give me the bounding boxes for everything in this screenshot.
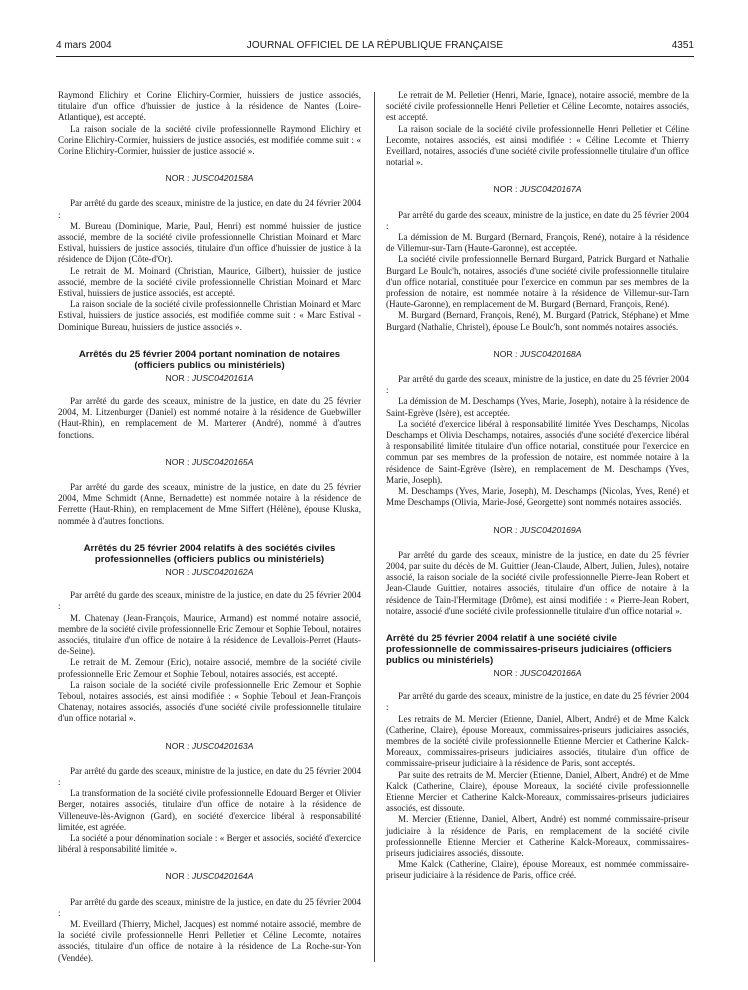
- paragraph: La démission de M. Burgard (Bernard, François, René), notaire à la résidence de Villemur-sur-Tarn (Haute-Garonne), est acceptée.: [386, 232, 689, 254]
- page-header: [56, 40, 694, 54]
- paragraph: La raison sociale de la société civile professionnelle Henri Pelletier et Céline Lecomte, notaires associés, est ainsi modifiée : « Céline Lecomte et Thierry Eveillard, notaires, associés d'une société civile professionnelle titulaire d'un office notarial ».: [386, 123, 689, 168]
- paragraph: Par suite des retraits de M. Mercier (Etienne, Daniel, Albert, André) et de Mme Kalck (Catherine, Claire), épouse Moreaux, la société civile professionnelle Etienne Mercier et Catherine Kalck-Moreaux, commissaires-priseurs judiciaires associés, est dissoute.: [386, 769, 689, 814]
- nor-reference: [58, 457, 361, 468]
- nor-reference: [386, 349, 689, 360]
- paragraph: M. Chatenay (Jean-François, Maurice, Armand) est nommé notaire associé, membre de la société civile professionnelle Eric Zemour et Sophie Teboul, notaires associés, titulaire d'un office de notaire à la résidence de Levallois-Perret (Hauts-de-Seine).: [58, 612, 361, 657]
- header-date: 4 mars 2004: [56, 40, 112, 51]
- nor-code: JUSC0420164A: [191, 871, 254, 882]
- nor-label: NOR :: [165, 173, 190, 184]
- nor-label: NOR :: [165, 871, 190, 882]
- nor-reference: [58, 567, 361, 578]
- paragraph: Par arrêté du garde des sceaux, ministre de la justice, en date du 25 février 2004, Mme Schmidt (Anne, Bernadette) est nommée notaire à la résidence de Ferrette (Haut-Rhin), en remplacement de Mme Siffert (Hélène), épouse Kluska, nommée à d'autres fonctions.: [58, 482, 361, 526]
- paragraph: La raison sociale de la société civile professionnelle Christian Moinard et Marc Estival, huissiers de justice associés, est modifiée comme suit : « Marc Estival - Dominique Bureau, huissiers de justice associés ».: [58, 299, 361, 332]
- nor-reference: [386, 184, 689, 195]
- paragraph: Le retrait de M. Zemour (Eric), notaire associé, membre de la société civile professionnelle Eric Zemour et Sophie Teboul, notaires associés, est accepté.: [58, 657, 361, 679]
- paragraph: M. Deschamps (Yves, Marie, Joseph), M. Deschamps (Nicolas, Yves, René) et Mme Deschamps (Olivia, Marie-José, Georgette) sont nommés notaires associés.: [386, 486, 689, 508]
- paragraph: Raymond Elichiry et Corine Elichiry-Cormier, huissiers de justice associés, titulaire d'un office d'huissier de justice à la résidence de Nantes (Loire-Atlantique), est accepté.: [58, 90, 361, 123]
- left-column: [58, 90, 361, 964]
- nor-label: NOR :: [165, 456, 190, 467]
- nor-reference: [58, 871, 361, 882]
- paragraph: La société civile professionnelle Bernard Burgard, Patrick Burgard et Nathalie Burgard Le Boulc'h, notaires, associés d'une société civile professionnelle titulaire d'un office notarial, constituée pour l'exercice en commun par ses membres de la profession de notaire, est nommée notaire à la résidence de Villemur-sur-Tarn (Haute-Garonne), en remplacement de M. Burgard (Bernard, François, René).: [386, 254, 689, 310]
- paragraph: M. Bureau (Dominique, Marie, Paul, Henri) est nommé huissier de justice associé, membre de la société civile professionnelle Christian Moinard et Marc Estival, huissiers de justice associés, titulaire d'un office d'huissier de justice à la résidence de Dijon (Côte-d'Or).: [58, 220, 361, 265]
- page-number: 4351: [671, 40, 694, 51]
- paragraph: Mme Kalck (Catherine, Claire), épouse Moreaux, est nommée commissaire-priseur judiciaire à la résidence de Paris, office créé.: [386, 859, 689, 881]
- paragraph: Par arrêté du garde des sceaux, ministre de la justice, en date du 25 février 2004 :: [58, 590, 361, 612]
- paragraph: Par arrêté du garde des sceaux, ministre de la justice, en date du 25 février 2004 :: [58, 765, 361, 787]
- paragraph: La démission de M. Deschamps (Yves, Marie, Joseph), notaire à la résidence de Saint-Egrève (Isère), est acceptée.: [386, 396, 689, 418]
- nor-reference: [58, 373, 361, 384]
- paragraph: La société a pour dénomination sociale : « Berger et associés, société d'exercice libéral à responsabilité limitée ».: [58, 832, 361, 855]
- header-rule: [56, 56, 694, 57]
- nor-label: NOR :: [493, 524, 518, 535]
- nor-label: NOR :: [165, 566, 190, 577]
- nor-code: JUSC0420158A: [191, 173, 254, 184]
- section-title: Arrêté du 25 février 2004 relatif à une société civile professionnelle de commissaires-priseurs judiciaires (officiers publics ou ministériels): [386, 632, 672, 666]
- paragraph: Les retraits de M. Mercier (Etienne, Daniel, Albert, André) et de Mme Kalck (Catherine, Claire), épouse Moreaux, commissaires-priseurs judiciaires associés, membres de la société civile professionnelle Etienne Mercier et Catherine Kalck-Moreaux, commissaires-priseurs judiciaires associés, titulaire d'un office de commissaire-priseur judiciaire à la résidence de Paris, sont acceptés.: [386, 713, 689, 769]
- paragraph: Par arrêté du garde des sceaux, ministre de la justice, en date du 25 février 2004 :: [58, 896, 361, 918]
- paragraph: Par arrêté du garde des sceaux, ministre de la justice, en date du 25 février 2004 :: [386, 374, 689, 396]
- paragraph: La société d'exercice libéral à responsabilité limitée Yves Deschamps, Nicolas Deschamps et Olivia Deschamps, notaires, associés d'une société d'exercice libéral à responsabilité limitée titulaire d'un office notarial, constituée pour l'exercice en commun par ses membres de la profession de notaire, est nommée notaire à la résidence de Saint-Egrève (Isère), en remplacement de M. Deschamps (Yves, Marie, Joseph).: [386, 418, 689, 485]
- column-divider: [374, 92, 375, 962]
- paragraph: M. Mercier (Etienne, Daniel, Albert, André) est nommé commissaire-priseur judiciaire à la résidence de Paris, en remplacement de la société civile professionnelle Etienne Mercier et Catherine Kalck-Moreaux, commissaires-priseurs judiciaires associés, dissoute.: [386, 814, 689, 858]
- nor-reference: [386, 525, 689, 536]
- paragraph: La transformation de la société civile professionnelle Edouard Berger et Olivier Berger, notaires associés, titulaire d'un office de notaire à la résidence de Villeneuve-lès-Avignon (Gard), en société d'exercice libéral à responsabilité limitée, est agréée.: [58, 788, 361, 832]
- paragraph: M. Eveillard (Thierry, Michel, Jacques) est nommé notaire associé, membre de la société civile professionnelle Henri Pelletier et Céline Lecomte, notaires associés, titulaire d'un office de notaire à la résidence de La Roche-sur-Yon (Vendée).: [58, 918, 361, 963]
- nor-label: NOR :: [493, 184, 518, 195]
- paragraph: La raison sociale de la société civile professionnelle Eric Zemour et Sophie Teboul, notaires associés, est ainsi modifiée : « Sophie Teboul et Jean-François Chatenay, notaires associés, associés d'une société civile professionnelle titulaire d'un office notarial ».: [58, 679, 361, 724]
- paragraph: M. Burgard (Bernard, François, René), M. Burgard (Patrick, Stéphane) et Mme Burgard (Nathalie, Christel), épouse Le Boulc'h, sont nommés notaires associés.: [386, 310, 689, 332]
- nor-code: JUSC0420161A: [191, 372, 254, 383]
- nor-label: NOR :: [165, 740, 190, 751]
- right-column: [386, 90, 689, 882]
- header-title: JOURNAL OFFICIEL DE LA RÉPUBLIQUE FRANÇAISE: [246, 40, 504, 51]
- nor-code: JUSC0420168A: [519, 348, 582, 359]
- paragraph: Par arrêté du garde des sceaux, ministre de la justice, en date du 25 février 2004 :: [386, 691, 689, 713]
- nor-code: JUSC0420167A: [519, 184, 582, 195]
- section-title: Arrêtés du 25 février 2004 relatifs à des sociétés civiles professionnelles (officiers publics ou ministériels): [83, 542, 336, 565]
- section-title: Arrêtés du 25 février 2004 portant nomination de notaires (officiers publics ou ministériels): [78, 348, 341, 371]
- nor-code: JUSC0420162A: [191, 566, 254, 577]
- paragraph: Par arrêté du garde des sceaux, ministre de la justice, en date du 25 février 2004 :: [386, 209, 689, 231]
- nor-code: JUSC0420166A: [519, 667, 582, 678]
- nor-reference: [58, 741, 361, 752]
- paragraph: Par arrêté du garde des sceaux, ministre de la justice, en date du 25 février 2004, par suite du décès de M. Guittier (Jean-Claude, Albert, Julien, Jules), notaire associé, la raison sociale de la société civile professionnelle Pierre-Jean Robert et Jean-Claude Guittier, notaires associés, titulaire d'un office de notaire à la résidence de Tain-l'Hermitage (Drôme), est ainsi modifiée : « Pierre-Jean Robert, notaire, associé d'une société civile professionnelle titulaire d'un office notarial ».: [386, 549, 689, 616]
- nor-code: JUSC0420163A: [191, 740, 254, 751]
- nor-label: NOR :: [493, 667, 518, 678]
- paragraph: Par arrêté du garde des sceaux, ministre de la justice, en date du 24 février 2004 :: [58, 198, 361, 220]
- paragraph: La raison sociale de la société civile professionnelle Raymond Elichiry et Corine Elichiry-Cormier, huissiers de justice associés, est modifiée comme suit : « Corine Elichiry-Cormier, huissier de justice associé ».: [58, 123, 361, 157]
- paragraph: Le retrait de M. Moinard (Christian, Maurice, Gilbert), huissier de justice associé, membre de la société civile professionnelle Christian Moinard et Marc Estival, huissiers de justice associés, est accepté.: [58, 265, 361, 299]
- nor-label: NOR :: [165, 372, 190, 383]
- nor-reference: [386, 668, 689, 679]
- nor-code: JUSC0420165A: [191, 456, 254, 467]
- paragraph: Par arrêté du garde des sceaux, ministre de la justice, en date du 25 février 2004, M. Litzenburger (Daniel) est nommé notaire à la résidence de Guebwiller (Haut-Rhin), en remplacement de M. Marterer (André), nommé à d'autres fonctions.: [58, 396, 361, 440]
- paragraph: Le retrait de M. Pelletier (Henri, Marie, Ignace), notaire associé, membre de la société civile professionnelle Henri Pelletier et Céline Lecomte, notaires associés, est accepté.: [386, 90, 689, 123]
- nor-reference: [58, 173, 361, 184]
- nor-code: JUSC0420169A: [519, 524, 582, 535]
- nor-label: NOR :: [493, 348, 518, 359]
